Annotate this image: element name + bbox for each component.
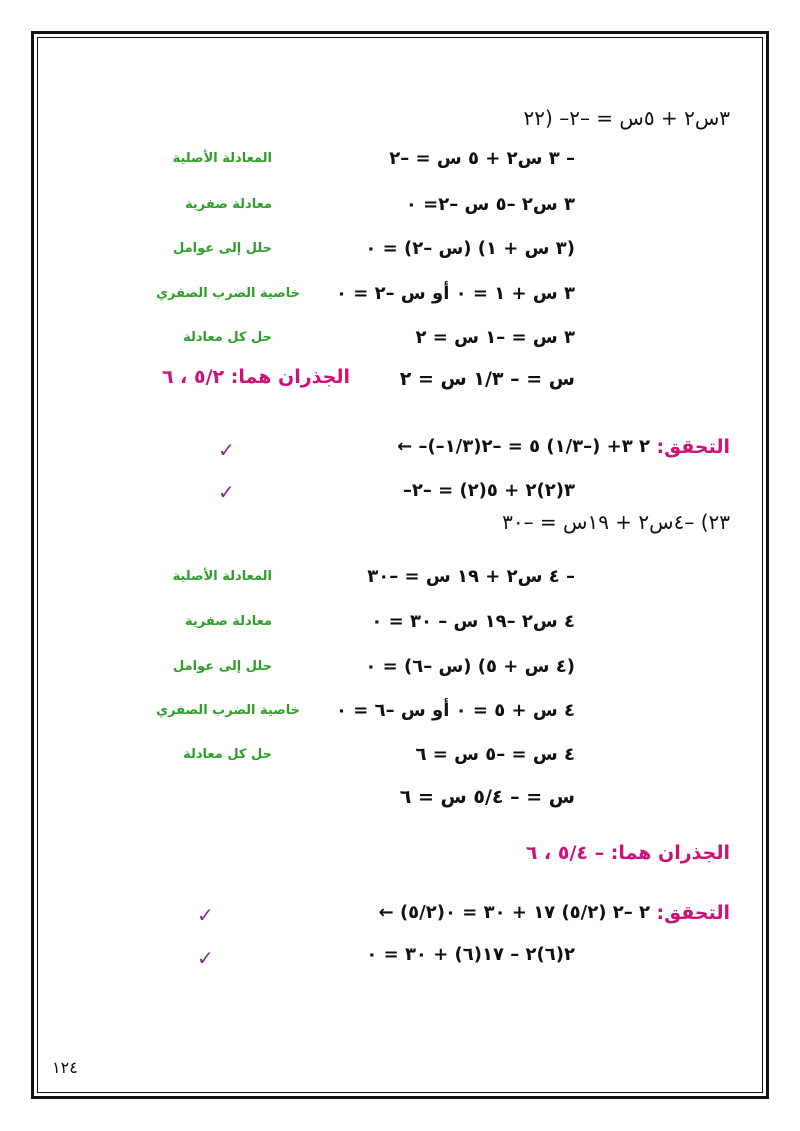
p22-check-line1: ← –(–١/٣)٢ ٣+ (–١/٣) ٥ = –٢ <box>397 436 650 457</box>
p22-roots: الجذران هما: ٥/٢ ، ٦ <box>161 366 350 388</box>
p23-step5-eq: ٤ س = –٥ س = ٦ <box>415 744 575 765</box>
problem-22-header: ٢٢) ‎–٣س٢ + ٥س = –٢ <box>523 106 730 130</box>
p23-solution-line: س = – ٥/٤ س = ٦ <box>399 786 575 808</box>
p23-check-line2: ٢(٦)٢ – ١٧(٦) + ٣٠ = ٠ <box>366 944 575 965</box>
p23-step3-note: حلل إلى عوامل <box>173 659 272 674</box>
p22-step3-eq: (٣ س + ١) (س –٢) = ٠ <box>365 238 575 259</box>
p22-step2-eq: ٣ س٢ –٥ س –٢= ٠ <box>405 194 575 215</box>
p23-step1-note: المعادلة الأصلية <box>172 569 272 584</box>
p22-step1-eq: – ٣ س٢ + ٥ س = –٢ <box>389 148 575 169</box>
p23-step4-eq: ٤ س + ٥ = ٠ أو س –٦ = ٠ <box>336 700 575 721</box>
p22-step2-note: معادلة صفرية <box>184 197 272 212</box>
problem-23-header: ٢٣) –٤س٢ + ١٩س = –٣٠ <box>502 510 730 534</box>
p23-check-label: التحقق: <box>656 902 730 924</box>
p23-step1-eq: – ٤ س٢ + ١٩ س = –٣٠ <box>367 566 575 587</box>
p22-step1-note: المعادلة الأصلية <box>172 151 272 166</box>
p22-check-label: التحقق: <box>656 436 730 458</box>
p22-step4-eq: ٣ س + ١ = ٠ أو س –٢ = ٠ <box>336 283 575 304</box>
p23-check-mark-2: ✓ <box>197 946 214 970</box>
p22-check-mark-1: ✓ <box>218 438 235 462</box>
p23-roots: الجذران هما: – ٥/٤ ، ٦ <box>525 842 730 864</box>
p23-step4-note: خاصية الضرب الصفري <box>156 703 300 718</box>
p23-step3-eq: (٤ س + ٥) (س –٦) = ٠ <box>365 656 575 677</box>
p23-check-line1: ← (٥/٢)٢ –٢ (٥/٢) ١٧ + ٣٠ = ٠ <box>378 902 650 923</box>
p22-check-line2: –٣(٢)٢ + ٥(٢) = –٢ <box>402 480 575 501</box>
p23-step2-eq: ٤ س٢ –١٩ س – ٣٠ = ٠ <box>371 611 575 632</box>
p22-step3-note: حلل إلى عوامل <box>173 241 272 256</box>
p22-step5-note: حل كل معادلة <box>183 330 272 345</box>
p23-step5-note: حل كل معادلة <box>183 747 272 762</box>
page-border-inner <box>37 37 763 1093</box>
page-number: ١٢٤ <box>52 1058 78 1077</box>
p22-step4-note: خاصية الضرب الصفري <box>156 286 300 301</box>
p23-step2-note: معادلة صفرية <box>184 614 272 629</box>
p23-check-mark-1: ✓ <box>197 903 214 927</box>
p22-check-mark-2: ✓ <box>218 480 235 504</box>
p22-step5-eq: ٣ س = –١ س = ٢ <box>415 327 575 348</box>
p22-solution-line: س = – ١/٣ س = ٢ <box>399 368 575 390</box>
